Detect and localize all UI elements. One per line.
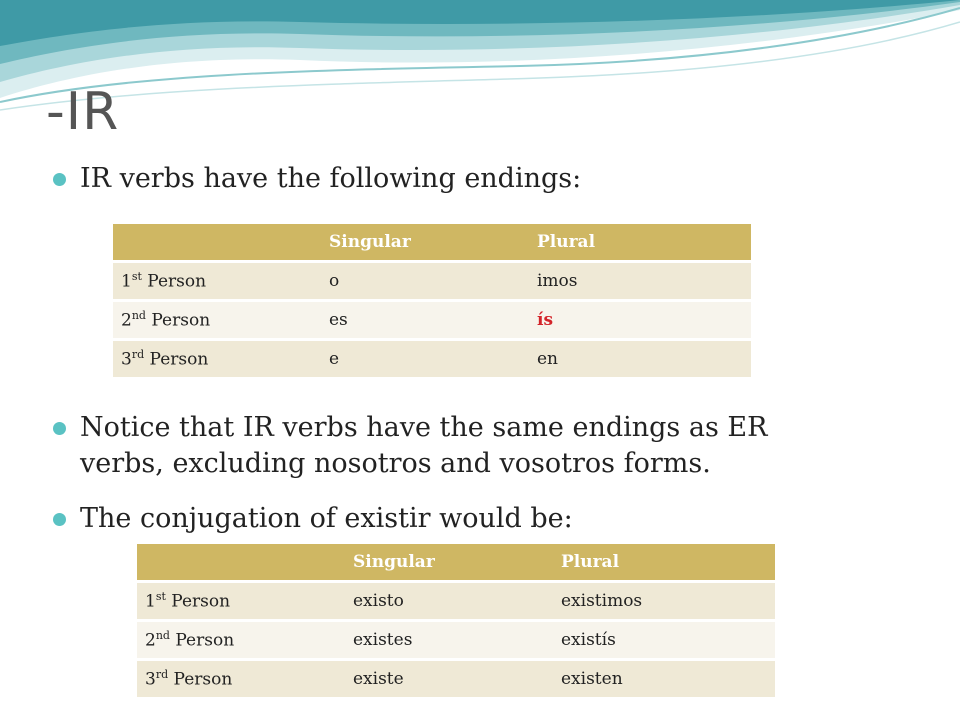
bullet-point	[80, 161, 581, 197]
plural-cell: en	[529, 341, 751, 377]
table-row	[113, 302, 751, 338]
person-cell: 1st Person	[113, 263, 321, 299]
bullet-point	[80, 410, 840, 482]
singular-cell: existo	[345, 583, 553, 619]
table-header-cell: Plural	[553, 544, 775, 580]
bullet-text: The conjugation of existir would be:	[80, 503, 573, 534]
table-header-row	[113, 224, 751, 260]
plural-cell: imos	[529, 263, 751, 299]
table-row	[137, 583, 775, 619]
person-cell: 3rd Person	[137, 661, 345, 697]
singular-cell: existe	[345, 661, 553, 697]
bullet-text: IR verbs have the following endings:	[80, 163, 582, 194]
table-header-cell	[113, 224, 321, 260]
table-header-cell: Singular	[345, 544, 553, 580]
table-row	[113, 263, 751, 299]
table-header-row	[137, 544, 775, 580]
bullet-text: Notice that IR verbs have the same endings as ER verbs, excluding nosotros and vosotros forms.	[80, 412, 768, 479]
bullet-icon	[53, 422, 66, 435]
person-cell: 2nd Person	[137, 622, 345, 658]
endings-table	[113, 221, 751, 380]
table-header-cell: Singular	[321, 224, 529, 260]
bullet-icon	[53, 173, 66, 186]
plural-cell: existimos	[553, 583, 775, 619]
bullet-icon	[53, 513, 66, 526]
person-cell: 1st Person	[137, 583, 345, 619]
table-header-cell: Plural	[529, 224, 751, 260]
table-row	[137, 661, 775, 697]
singular-cell: e	[321, 341, 529, 377]
singular-cell: es	[321, 302, 529, 338]
plural-cell-highlighted: ís	[529, 302, 751, 338]
table-row	[137, 622, 775, 658]
singular-cell: existes	[345, 622, 553, 658]
existir-conjugation-table	[137, 541, 775, 700]
plural-cell: existís	[553, 622, 775, 658]
table-header-cell	[137, 544, 345, 580]
person-cell: 2nd Person	[113, 302, 321, 338]
bullet-point	[80, 501, 573, 537]
header-wave-decoration	[0, 0, 960, 120]
slide-title: -IR	[46, 82, 120, 142]
singular-cell: o	[321, 263, 529, 299]
table-row	[113, 341, 751, 377]
plural-cell: existen	[553, 661, 775, 697]
person-cell: 3rd Person	[113, 341, 321, 377]
